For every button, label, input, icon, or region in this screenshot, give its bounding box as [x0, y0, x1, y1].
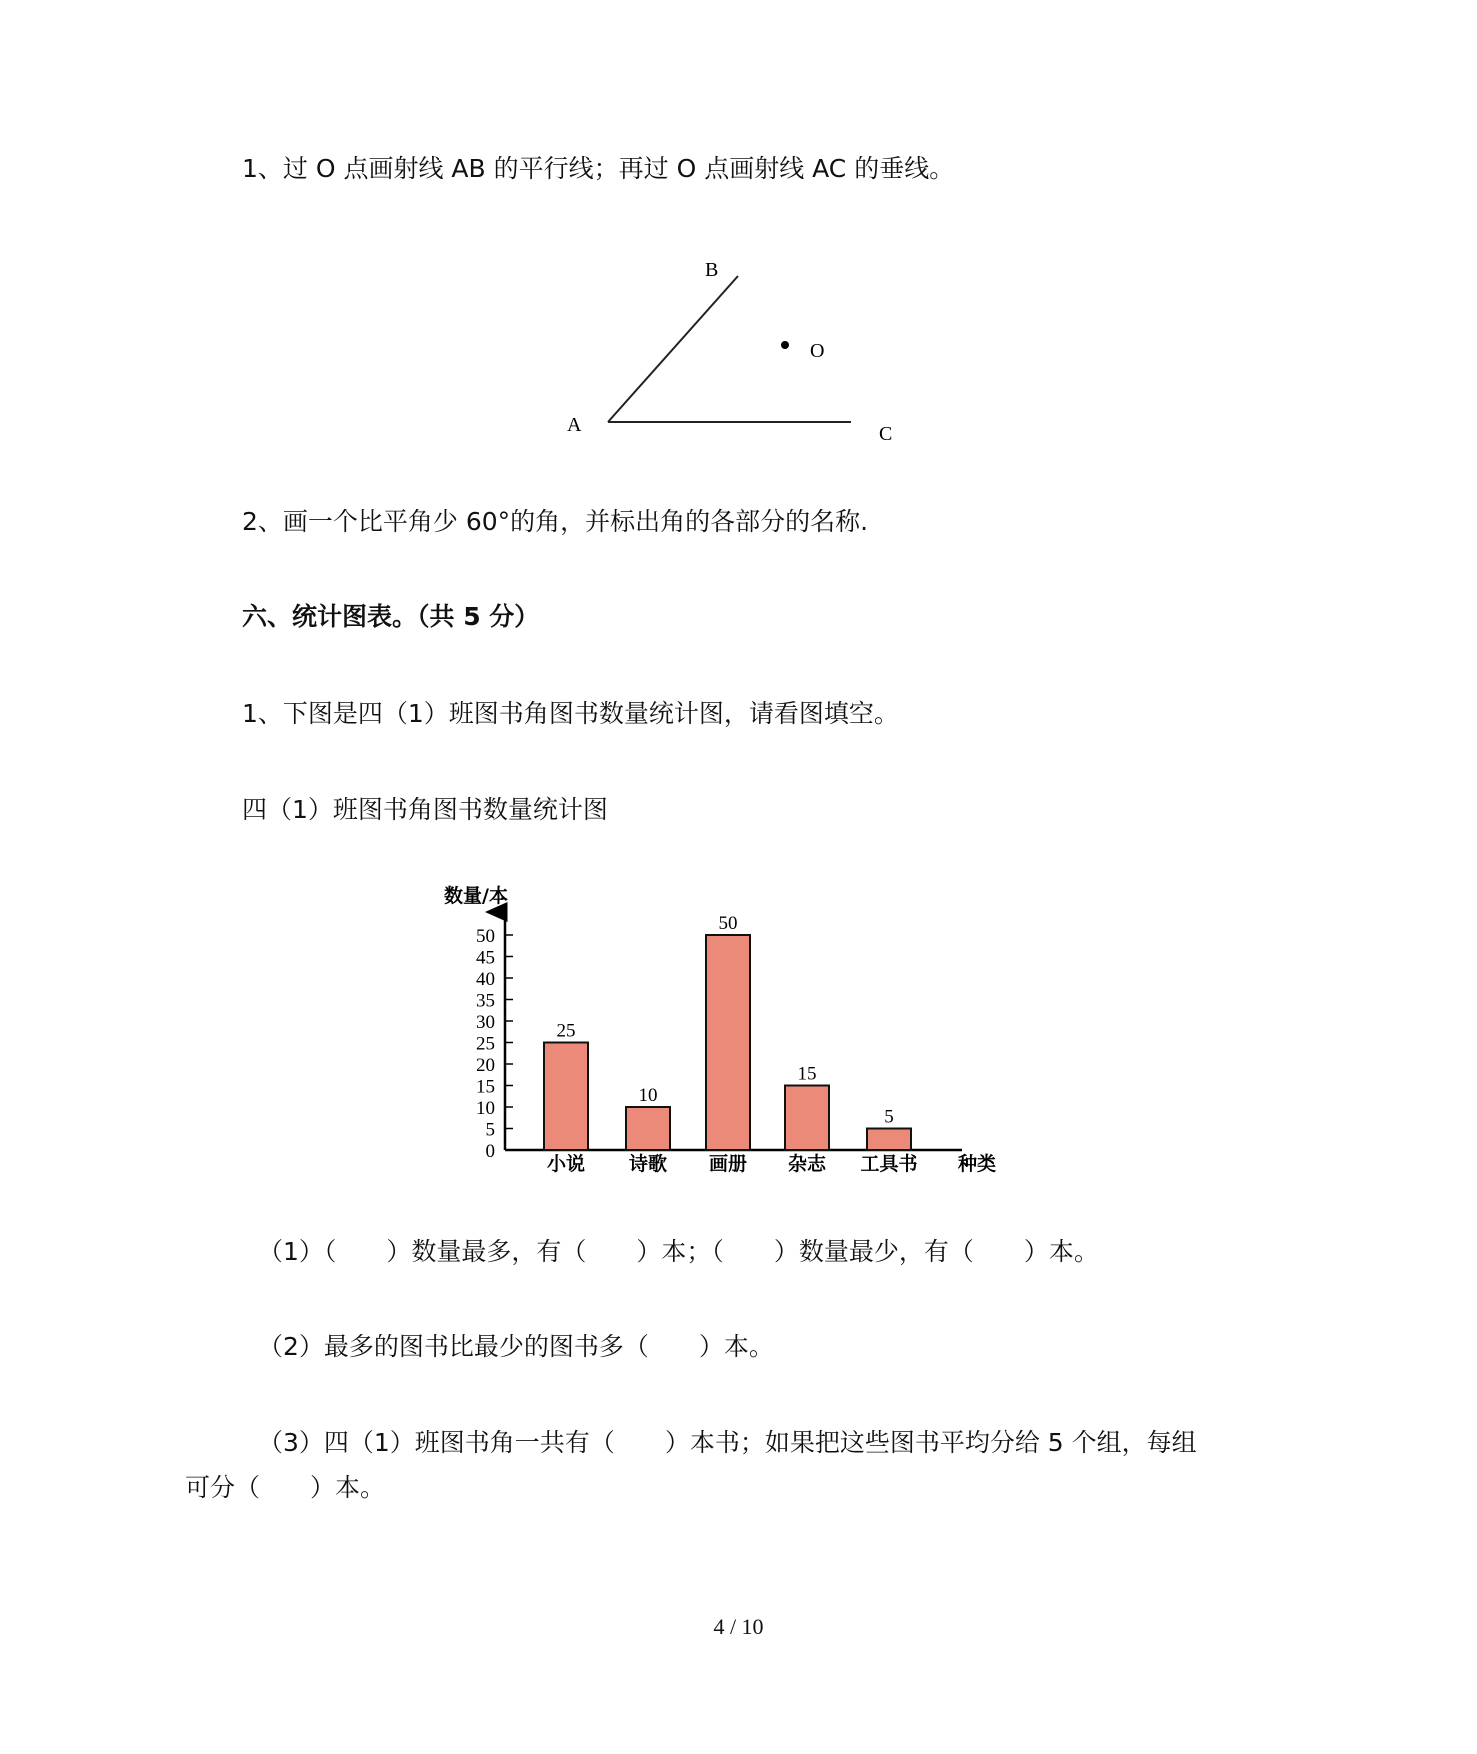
bar-0 — [544, 1043, 588, 1151]
y-tick-label: 50 — [476, 926, 495, 947]
bar-value-label: 5 — [884, 1106, 894, 1128]
section-heading: 六、统计图表。（共 5 分） — [242, 602, 540, 631]
sub-question-1: （1）（ ）数量最多，有（ ）本；（ ）数量最少，有（ ）本。 — [258, 1237, 1099, 1266]
y-tick-label: 25 — [476, 1033, 495, 1055]
sub-question-3-line2: 可分（ ）本。 — [185, 1473, 386, 1502]
label-b: B — [705, 259, 719, 281]
category-label: 杂志 — [787, 1153, 827, 1175]
bar-value-label: 10 — [638, 1085, 658, 1106]
y-tick-label: 15 — [476, 1076, 495, 1098]
sub-question-2: （2）最多的图书比最少的图书多（ ）本。 — [258, 1332, 774, 1361]
y-tick-label: 30 — [476, 1012, 495, 1033]
bar-1 — [626, 1107, 670, 1150]
page-number: 4 / 10 — [713, 1614, 764, 1639]
y-tick-label: 5 — [485, 1119, 495, 1141]
bar-2 — [706, 935, 750, 1150]
bar-3 — [785, 1086, 829, 1151]
x-axis-label: 种类 — [958, 1153, 997, 1175]
bar-value-label: 15 — [797, 1063, 817, 1085]
bar-value-label: 25 — [556, 1020, 576, 1042]
y-tick-label: 45 — [476, 947, 495, 969]
bar-4 — [867, 1129, 911, 1151]
y-tick-label: 10 — [476, 1098, 495, 1119]
chart-title: 四（1）班图书角图书数量统计图 — [242, 795, 608, 824]
category-label: 工具书 — [860, 1153, 918, 1175]
y-tick-label: 35 — [476, 990, 495, 1012]
sub-question-3-line1: （3）四（1）班图书角一共有（ ）本书；如果把这些图书平均分给 5 个组，每组 — [258, 1428, 1197, 1457]
y-tick-label: 0 — [485, 1141, 495, 1162]
question-chart-intro: 1、下图是四（1）班图书角图书数量统计图，请看图填空。 — [242, 699, 899, 728]
label-c: C — [879, 423, 893, 445]
bar-value-label: 50 — [718, 913, 738, 934]
category-label: 诗歌 — [628, 1153, 668, 1175]
question-draw-angle: 2、画一个比平角少 60°的角，并标出角的各部分的名称. — [242, 507, 869, 536]
category-label: 画册 — [708, 1153, 748, 1175]
y-tick-label: 40 — [476, 969, 495, 990]
category-label: 小说 — [546, 1153, 586, 1175]
question-draw-parallel: 1、过 O 点画射线 AB 的平行线；再过 O 点画射线 AC 的垂线。 — [242, 154, 955, 183]
label-a: A — [567, 414, 582, 436]
y-tick-label: 20 — [476, 1055, 495, 1076]
label-o: O — [810, 340, 825, 362]
y-axis-label: 数量/本 — [444, 885, 508, 907]
